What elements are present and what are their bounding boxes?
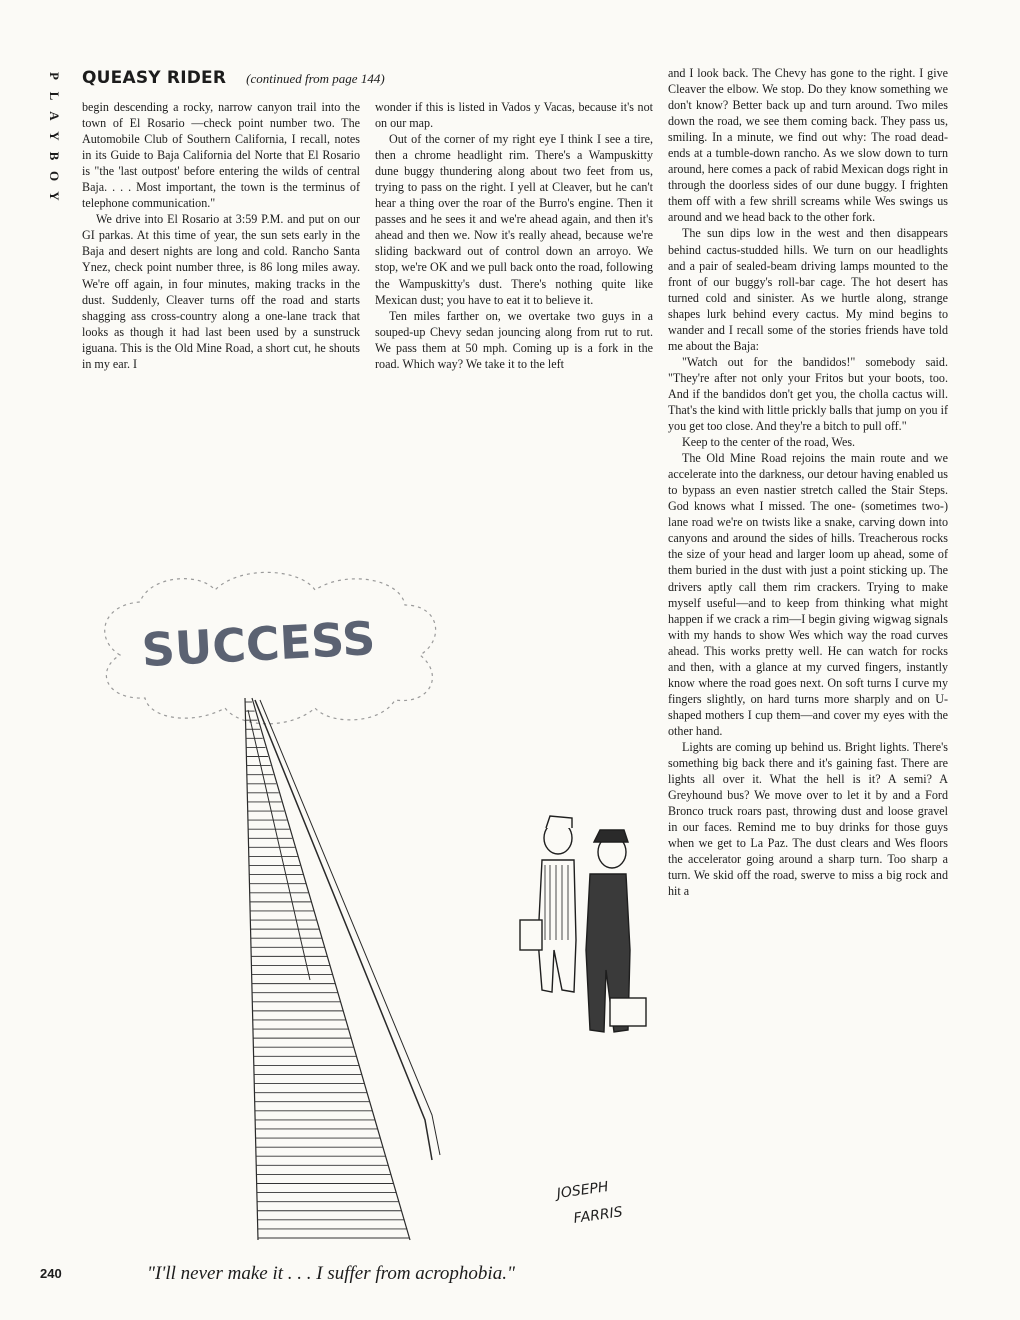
magazine-letter: A (47, 111, 62, 121)
paragraph: We drive into El Rosario at 3:59 P.M. and put on our GI parkas. At this time of year, the sun sets early in the Baja and desert nights are long and cold. Rancho Santa Ynez, check point number three, is 86 long miles away. We're off again, in four minutes, making tracks in the dust. Suddenly, Cleaver turns off the road and starts shagging ass cross-country along a one-lane track that looks as though it had last been used by a sunstruck iguana. This is the Old Mine Road, a short cut, he shouts in my ear. I (82, 212, 360, 371)
paragraph: Ten miles farther on, we overtake two guys in a souped-up Chevy sedan jouncing along from rut to rut. We pass them at 50 mph. Coming up is a fork in the road. Which way? We take it to the left (375, 308, 653, 371)
paragraph: Lights are coming up behind us. Bright lights. There's something big back there and it's gaining fast. There are lights all over it. What the hell is it? A semi? A Greyhound bus? We move over to let it by and a Ford Bronco truck roars past, throwing dust and loose gravel in our faces. Remind me to buy drinks for those guys when we get to La Paz. The dust clears and Wes floors the accelerator going around a sharp turn. Too sharp a turn. We skid off the road, swerve to miss a big rock and hit a (668, 739, 948, 899)
paragraph: wonder if this is listed in Vados y Vacas, because it's not on our map. (375, 100, 653, 131)
paragraph: Keep to the center of the road, Wes. (682, 435, 856, 450)
magazine-letter: Y (47, 131, 62, 141)
magazine-letter: Y (47, 191, 62, 201)
page-number: 240 (40, 1266, 62, 1281)
paragraph: "Watch out for the bandidos!" somebody said. "They're after not only your Fritos but your boots, too. And if the bandidos don't get you, the cholla cactus will. That's the kind with little prickly balls that jump on you if you get too close. And they're a bitch to pull off." (668, 354, 948, 434)
magazine-letter: B (47, 151, 62, 161)
magazine-letter: O (47, 170, 62, 182)
cloud-text: SUCCESS (140, 610, 377, 678)
cartoon-drawing (80, 560, 660, 1250)
paragraph: Out of the corner of my right eye I think I see a tire, then a chrome headlight rim. There's a Wampuskitty dune buggy thundering along about two feet from us, trying to pass on the right. I yell at Cleaver, but he can't hear a thing over the roar of the Burro's engine. Then it passes and he sees it and we're ahead again, and then it's ahead and then we. Now it's really ahead, because we're sliding backward out of control down an arroyo. We stop, we're OK and we pull back onto the road, following the Wampuskitty's dust. There's nothing quite like Mexican dust; you have to eat it to believe it. (375, 132, 653, 307)
paragraph: The sun dips low in the west and then disappears behind cactus-studded hills. We turn on our headlights and a pair of sealed-beam driving lamps mounted to the front of our buggy's roll-bar cage. The hot desert has turned cold and sinister. As we hurtle along, strange shapes lurk behind every cactus. My mind begins to wander and I recall some of the stories friends have told me about the Baja: (668, 226, 948, 353)
text-column-2 (375, 99, 653, 372)
magazine-letter: L (47, 91, 62, 101)
article-title: QUEASY RIDER (82, 68, 227, 88)
artist-signature: JOSEPH (555, 1179, 610, 1203)
staircase (245, 698, 440, 1240)
text-column-1 (82, 99, 360, 372)
cartoon-caption: "I'll never make it . . . I suffer from acrophobia." (147, 1263, 515, 1284)
artist-signature: FARRIS (572, 1204, 624, 1227)
paragraph: begin descending a rocky, narrow canyon trail into the town of El Rosario —check point number two. The Automobile Club of Southern California, I recall, notes in its Guide to Baja California del Norte that El Rosario is "the 'last outpost' before entering the wilds of central Baja. . . . Most important, the town is the terminus of telephone communication." (82, 100, 360, 211)
cartoon-illustration (80, 560, 660, 1250)
paragraph: and I look back. The Chevy has gone to the right. I give Cleaver the elbow. We stop. Do they know something we don't know? Better back up and turn around. Two miles down the road, we see them coming back. They pass us, smiling. In a minute, we find out why: The road dead-ends at a tumble-down rancho. As we slow down to turn around, here comes a pack of rabid Mexican dogs right in through the doorless sides of our dune buggy. I frighten them off with a few shrill screams while Wes swings us around and we head back to the other fork. (668, 66, 948, 225)
two-men-figures (520, 816, 646, 1032)
magazine-name-vertical (44, 66, 68, 226)
article-header (82, 68, 385, 90)
paragraph: The Old Mine Road rejoins the main route and we accelerate into the darkness, our detour having enabled us to bypass an even nastier stretch called the Stair Steps. God knows what I missed. The one- (sometimes two-) lane road we're on twists like a snake, carving down into canyons and around the sides of hills. Treacherous rocks the size of your head and larger loom up ahead, some of them buried in the dust with just a point sticking up. The drivers aptly call them rim crackers. Trying to make myself useful—and to keep from thinking what might happen if we crack a rim—I begin giving wigwag signals with my hands to show Wes which way the road curves ahead. This works pretty well. He can watch for rocks and then, with a glance at my curved fingers, instantly know where the road goes next. On soft turns I curve my fingers slightly, on hard turns more sharply and on U-shaped mothers I cup them—and cover my eyes with the other hand. (668, 451, 948, 738)
continued-note: (continued from page 144) (246, 71, 385, 86)
text-column-3 (668, 65, 948, 899)
stair-steps (245, 702, 410, 1238)
magazine-letter: P (47, 72, 62, 80)
